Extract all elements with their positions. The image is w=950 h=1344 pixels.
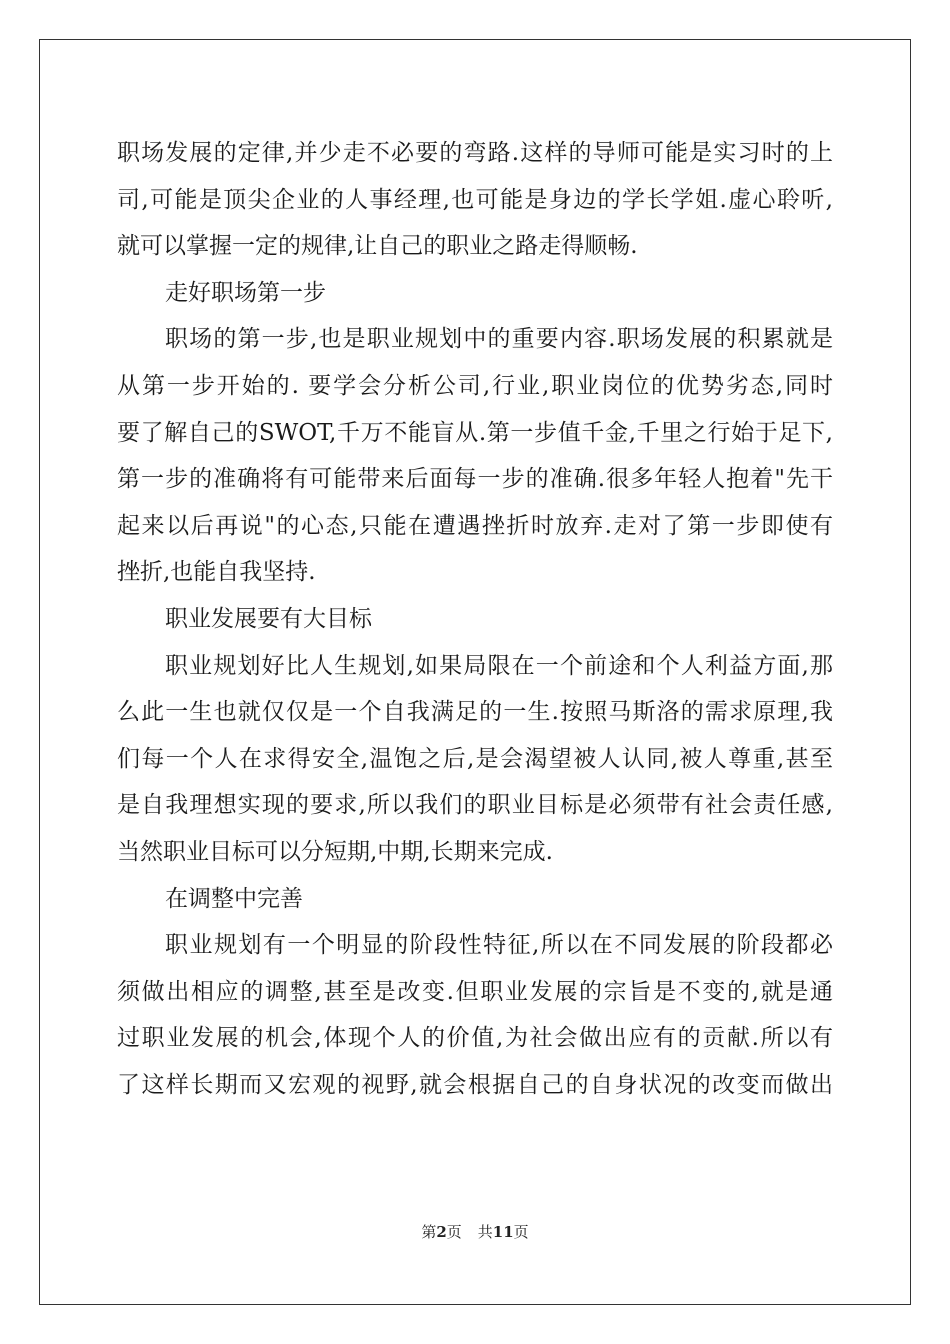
text-line: 是自我理想实现的要求,所以我们的职业目标是必须带有社会责任感,	[117, 792, 833, 819]
heading-text: 在调整中完善	[165, 885, 303, 912]
text-line: 过职业发展的机会,体现个人的价值,为社会做出应有的贡献.所以有	[117, 1025, 833, 1052]
section-heading	[117, 270, 833, 317]
text-line: 须做出相应的调整,甚至是改变.但职业发展的宗旨是不变的,就是通	[117, 978, 833, 1005]
page-indicator: 第2页	[421, 1223, 462, 1241]
paragraph	[117, 922, 833, 1108]
text-line: 挫折,也能自我坚持.	[117, 559, 316, 586]
paragraph	[117, 316, 833, 596]
text-line: 起来以后再说"的心态,只能在遭遇挫折时放弃.走对了第一步即使有	[117, 512, 833, 539]
text-line: 职场发展的定律,并少走不必要的弯路.这样的导师可能是实习时的上	[117, 140, 833, 166]
heading-text: 走好职场第一步	[165, 279, 326, 306]
text-line: 要了解自己的SWOT,千万不能盲从.第一步值千金,千里之行始于足下,	[117, 419, 833, 446]
text-line: 从第一步开始的. 要学会分析公司,行业,职业岗位的优势劣态,同时	[117, 372, 833, 399]
text-line: 了这样长期而又宏观的视野,就会根据自己的自身状况的改变而做出	[117, 1071, 833, 1098]
section-heading	[117, 876, 833, 923]
document-body	[117, 130, 833, 1108]
text-line: 职场的第一步,也是职业规划中的重要内容.职场发展的积累就是	[165, 326, 833, 353]
text-line: 职业规划好比人生规划,如果局限在一个前途和个人利益方面,那	[165, 652, 833, 679]
section-heading	[117, 596, 833, 643]
page-footer	[0, 1221, 950, 1242]
text-line: 就可以掌握一定的规律,让自己的职业之路走得顺畅.	[117, 233, 638, 260]
text-line: 职业规划有一个明显的阶段性特征,所以在不同发展的阶段都必	[165, 932, 833, 959]
total-pages-indicator: 共11页	[477, 1223, 529, 1241]
paragraph	[117, 643, 833, 876]
text-line: 第一步的准确将有可能带来后面每一步的准确.很多年轻人抱着"先干	[117, 466, 833, 493]
text-line: 么此一生也就仅仅是一个自我满足的一生.按照马斯洛的需求原理,我	[117, 699, 833, 726]
paragraph	[117, 130, 833, 270]
text-line: 司,可能是顶尖企业的人事经理,也可能是身边的学长学姐.虚心聆听,	[117, 186, 833, 213]
text-line: 们每一个人在求得安全,温饱之后,是会渴望被人认同,被人尊重,甚至	[117, 745, 833, 772]
text-line: 当然职业目标可以分短期,中期,长期来完成.	[117, 838, 553, 865]
heading-text: 职业发展要有大目标	[165, 605, 372, 632]
